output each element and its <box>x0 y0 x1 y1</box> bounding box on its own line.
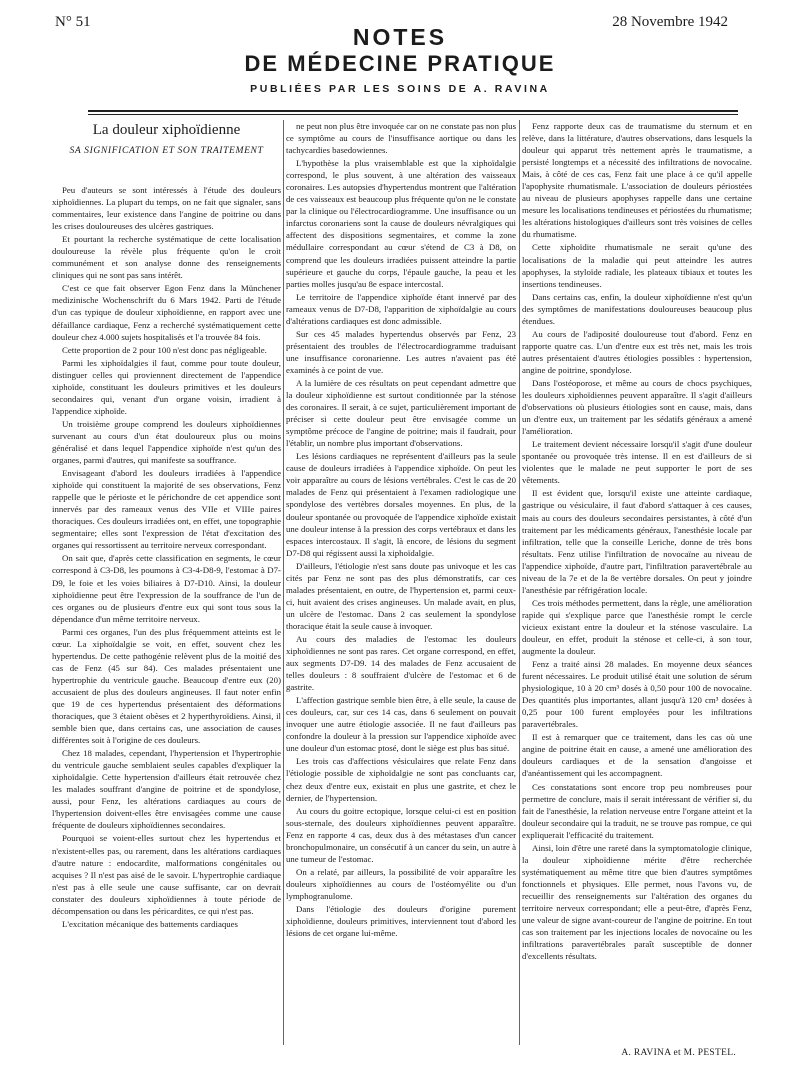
paragraph: A la lumière de ces résultats on peut cependant admettre que la douleur xiphoïdienne est surtout conditionnée par la sténose des coronaires. Il serait, à ce sujet, particulièrement important de préciser si cette douleur peut être envisagée comme un symptôme précoce de l'angine de poitrine; mais il faudrait, pour l'établir, un nombre plus important d'observations. <box>286 377 516 449</box>
paragraph: Le traitement devient nécessaire lorsqu'il s'agit d'une douleur spontanée ou provoquée très intense. Il en est d'ailleurs de si violentes que le malade ne peut supporter le port de ses vêtements. <box>522 439 752 486</box>
paragraph: Dans certains cas, enfin, la douleur xiphoïdienne n'est qu'un des symptômes de manifestations douloureuses beaucoup plus étendues. <box>522 291 752 326</box>
paragraph: Parmi ces organes, l'un des plus fréquemment atteints est le cœur. La xiphoïdalgie se voit, en effet, souvent chez les hypertendus. De cette pathogénie relèvent plus de la moitié des cas de Fenz (45 sur 84). Ces malades présentaient une hypertrophie du ventricule gauche. Beaucoup d'entre eux (20) accusaient de plus des douleurs angineuses. Il faut noter enfin que 19 de ces hypertendus présentaient des déformations thoraciques, que 3 étaient obèses et 2 hyperthyroïdiens. Ainsi, il semble bien que, dans certains cas, une association de causes différentes soit à l'origine de ces douleurs. <box>52 626 281 746</box>
paragraph: C'est ce que fait observer Egon Fenz dans la Münchener medizinische Wochenschrift du 6 Mars 1942. Parti de l'étude d'un cas typique de douleur xiphoïdienne, en rapport avec une défaillance cardiaque, Fenz a recherché systématiquement cette douleur chez 4.000 sujets hospitalisés et l'a trouvée 84 fois. <box>52 283 281 342</box>
paragraph: Au cours du goitre ectopique, lorsque celui-ci est en position sous-sternale, des douleurs xiphoïdiennes peuvent apparaître. Fenz en rapporte 4 cas, deux dus à des métastases d'un cancer bronchopulmonaire, un consécutif à un cancer du sein, un autre à une tumeur de l'estomac. <box>286 805 516 864</box>
article-column-2 <box>286 120 516 1045</box>
paragraph: Cette proportion de 2 pour 100 n'est donc pas négligeable. <box>62 344 267 355</box>
paragraph: Les lésions cardiaques ne représentent d'ailleurs pas la seule cause de douleurs irradiées à l'appendice xiphoïde. On peut les voir apparaître au cours de lésions vertébrales. C'est le cas de 20 malades de Fenz qui présentaient à l'examen radiologique une spondylose des vertèbres dorsales moyennes. En plus, de la douleur spontanée ou provoquée de l'appendice xiphoïde existait une douleur intense à la pression des corps vertébraux et dans les espaces intercostaux. Il s'agit, là encore, de lésions du segment D7-D8 qui régissent aussi la xiphoïdalgie. <box>286 451 516 558</box>
paragraph: Ces constatations sont encore trop peu nombreuses pour permettre de conclure, mais il serait intéressant de vérifier si, du fait de l'anesthésie, la relation nerveuse entre l'organe atteint et la douleur secondaire qui la traduit, ne se trouve pas rompue, ce qui expliquerait l'efficacité du traitement. <box>522 781 752 840</box>
paragraph: Chez 18 malades, cependant, l'hypertension et l'hypertrophie du ventricule gauche semblaient seules capables d'expliquer la xiphoïdalgie. Cette hypertension d'ailleurs était retrouvée chez les malades souffrant d'angine de poitrine et de spondylose, aussi, pour Fenz, les altérations cardiaques au cours de l'hypertension doivent-elles être envisagées comme une cause fréquente de douleurs xiphoïdiennes secondaires. <box>52 748 281 831</box>
masthead-publisher-line: PUBLIÉES PAR LES SOINS DE A. RAVINA <box>250 83 550 95</box>
paragraph: D'ailleurs, l'étiologie n'est sans doute pas univoque et les cas cités par Fenz ne sont pas des plus démonstratifs, car ces malades présentaient, en outre, de l'hypertension et, parmi ceux-ci, huit avaient des crises angineuses. Un malade avait, en plus, un ulcère de l'estomac. Dans 2 cas seulement la spondylose thoracique était la seule cause à invoquer. <box>286 560 516 631</box>
column-divider <box>519 120 520 1045</box>
paragraph: Il est évident que, lorsqu'il existe une atteinte cardiaque, gastrique ou vésiculaire, il faut d'abord s'attaquer à ces causes, mais au cours des douleurs secondaires persistantes, à côté d'un traitement par les médicaments généraux, l'anesthésie locale par infiltration, telle que la conseille Leriche, donne de très bons résultats. Fenz utilise l'infiltration de novocaïne au niveau de l'appendice xiphoïde, d'autre part, l'infiltration paravertébrale au niveau de la 7e et de la 8e vertèbre dorsales. On peut y joindre l'anesthésie par réfrigération locale. <box>522 488 752 595</box>
masthead-title-line1: NOTES <box>352 24 448 50</box>
paragraph: L'hypothèse la plus vraisemblable est que la xiphoïdalgie correspond, le plus souvent, à une altération des vaisseaux coronaires. Les autopsies d'hypertendus montrent que l'altération de ces vaisseaux est beaucoup plus fréquente qu'on ne le constate par la clinique ou l'électrocardiogramme. Une insuffisance ou un infarctus coronariens sont la cause de douleurs névralgiques qui affectent des dispositions segmentaires, et comme la zone médullaire correspondant au cœur s'étend de C3 à D8, on comprend que les douleurs irradiées puissent atteindre la partie supérieure et gauche du corps, l'épaule gauche, la peau et les parties molles jusqu'au 8e espace intercostal. <box>286 158 516 289</box>
header-rule-thin <box>88 114 738 115</box>
paragraph: Sur ces 45 malades hypertendus observés par Fenz, 23 présentaient des troubles de l'électrocardiogramme traduisant une insuffisance coronarienne. Les autres n'avaient pas été examinés à ce point de vue. <box>286 328 516 375</box>
paragraph: Fenz rapporte deux cas de traumatisme du sternum et en relève, dans la littérature, d'autres observations, dans lesquels la douleur qui apparut très nettement après le traumatisme, a persisté longtemps et a nécessité des infiltrations de novocaïne. Mais, à côté de ces cas, Fenz fait une place à ce qu'il appelle l'apophysite rhumatismale. L'association de douleurs périostées au niveau de plusieurs apophyses rappelle dans une certaine mesure les localisations tendineuses et périostées du rhumatisme; les altérations histologiques d'ailleurs sont très voisines de celles du rhumatisme. <box>522 121 752 240</box>
article-title: La douleur xiphoïdienne <box>92 122 241 138</box>
paragraph: Et pourtant la recherche systématique de cette localisation douloureuse la révèle plus fréquente qu'on le croit communément et son analyse donne des renseignements cliniques qui ne sont pas sans intérêt. <box>52 234 281 281</box>
paragraph: On a relaté, par ailleurs, la possibilité de voir apparaître les douleurs xiphoïdiennes au cours de l'ostéomyélite ou d'un lymphogranulome. <box>286 866 516 901</box>
paragraph: On sait que, d'après cette classification en segments, le cœur correspond à C3-D8, les poumons à C3-4-D8-9, l'estomac à D7-D9, le foie et les voies biliaires à D7-D10. Ainsi, la douleur xiphoïdienne peut être l'expression de la souffrance de l'un de ces organes ou de plusieurs d'entre eux qui sont tous sous la dépendance d'un même territoire nerveux. <box>52 553 281 624</box>
article-subtitle: SA SIGNIFICATION ET SON TRAITEMENT <box>69 145 264 156</box>
article-column-3 <box>522 120 752 1045</box>
masthead-title-line2: DE MÉDECINE PRATIQUE <box>244 51 556 76</box>
paragraph: Le territoire de l'appendice xiphoïde étant innervé par des rameaux venus de D7-D8, l'apparition de xiphoïdalgie au cours d'altérations cardiaques est donc admissible. <box>286 291 516 326</box>
paragraph: L'affection gastrique semble bien être, à elle seule, la cause de ces douleurs, car, sur ces 14 cas, dans 6 seulement on pouvait invoquer une autre étiologie associée. Il ne faut d'ailleurs pas confondre la douleur à la pression sur l'appendice xiphoïde avec une douleur d'un estomac ptosé, dont le siège est plus bas situé. <box>286 695 516 754</box>
paragraph: Peu d'auteurs se sont intéressés à l'étude des douleurs xiphoïdiennes. La plupart du temps, on ne fait que signaler, sans commentaires, leur existence dans l'angine de poitrine ou dans les crises douloureuses des ulcères gastriques. <box>52 185 281 232</box>
paragraph: Cette xiphoïdite rhumatismale ne serait qu'une des localisations de la maladie qui peut atteindre les autres apophyses, la styloïde radiale, les plateaux tibiaux et toutes les insertions tendineuses. <box>522 242 752 289</box>
paragraph: Au cours des maladies de l'estomac les douleurs xiphoïdiennes ne sont pas rares. Cet organe correspond, en effet, aux segments D7-D9. 14 des malades de Fenz accusaient de telles douleurs : 8 souffraient d'ulcère de l'estomac et 6 de gastrite. <box>286 633 516 693</box>
paragraph: Pourquoi se voient-elles surtout chez les hypertendus et n'existent-elles pas, ou rarement, dans les altérations cardiaques d'autre nature : endocardite, malformations congénitales ou acquises ? Il n'est pas aisé de le savoir. L'hypertrophie cardiaque n'est pas à elle seule une cause suffisante, car on devrait constater des douleurs xiphoïdiennes à toute période de décompensation ou dans les péricardites, ce qui n'est pas. <box>52 833 281 916</box>
paragraph: Au cours de l'adiposité douloureuse tout d'abord. Fenz en rapporte quatre cas. L'un d'entre eux est très net, mais les trois autres présentaient d'autres étiologies possibles : hypertension, angine de poitrine, spondylose. <box>522 328 752 375</box>
paragraph: L'excitation mécanique des battements cardiaques <box>62 918 238 929</box>
article-signature: A. RAVINA et M. PESTEL. <box>621 1048 736 1058</box>
paragraph: ne peut non plus être invoquée car on ne constate pas non plus ce symptôme au cours de l'insuffisance aortique ou dans les tachycardies basedowiennes. <box>286 121 516 156</box>
issue-date: 28 Novembre 1942 <box>612 14 728 30</box>
column-divider <box>283 120 284 1045</box>
paragraph: Un troisième groupe comprend les douleurs xiphoïdiennes survenant au cours d'un état douloureux plus ou moins généralisé et dans lequel l'appendice xiphoïde n'est qu'un des organes, parmi d'autres, qui manifeste sa souffrance. <box>52 418 281 466</box>
article-column-1 <box>52 120 281 1045</box>
header-rule-thick <box>88 110 738 112</box>
paragraph: Les trois cas d'affections vésiculaires que relate Fenz dans l'étiologie possible de xiphoïdalgie ne sont pas concluants car, chez deux d'entre eux, existait en plus une gastrite, et chez le dernier, de l'hypertension. <box>286 756 516 803</box>
paragraph: Il est à remarquer que ce traitement, dans les cas où une angine de poitrine était en cause, a amené une amélioration des douleurs cardiaques et de la sensation d'angoisse et d'anéantissement qui les accompagnent. <box>522 732 752 779</box>
paragraph: Ces trois méthodes permettent, dans la règle, une amélioration rapide qui s'explique parce que l'anesthésie rompt le cercle vicieux existant entre la douleur et la sténose vasculaire. La douleur, en effet, produit la sténose et celle-ci, à son tour, augmente la douleur. <box>522 597 752 657</box>
paragraph: Ainsi, loin d'être une rareté dans la symptomatologie clinique, la douleur xiphoïdienne mérite d'être recherchée systématiquement au même titre que bien d'autres symptômes fonctionnels et physiques. Elle permet, nous l'avons vu, de recueillir des renseignements sur l'altération des organes du territoire nerveux correspondant; elle a peut-être, d'après Fenz, une valeur de signe avant-coureur de l'angine de poitrine. En tout cas son traitement par les injections locales de novocaïne ou les infiltrations paravertébrales paraît susceptible de donner d'excellents résultats. <box>522 842 752 962</box>
paragraph: Fenz a traité ainsi 28 malades. En moyenne deux séances furent nécessaires. Le produit utilisé était une solution de sérum physiologique, 10 à 20 cm³ dosés à 0,50 pour 100 de novocaïne. Des quantités plus importantes, allant jusqu'à 120 cm³ dosées à 0,25 pour 100 furent employées pour les infiltrations paravertébrales. <box>522 659 752 730</box>
column-1-body <box>52 184 281 1044</box>
paragraph: Parmi les xiphoïdalgies il faut, comme pour toute douleur, distinguer celles qui proviennent directement de l'appendice xiphoïde, constituant les douleurs primitives et les douleurs secondaires qui, venant d'un organe voisin, irradient à l'appendice xiphoïde. <box>52 357 281 416</box>
paragraph: Dans l'étiologie des douleurs d'origine purement xiphoïdienne, douleurs primitives, interviennent tout d'abord les lésions de cet organe lui-même. <box>286 904 516 939</box>
issue-number: N° 51 <box>55 14 91 30</box>
paragraph: Dans l'ostéoporose, et même au cours de chocs psychiques, les douleurs xiphoïdiennes peuvent apparaître. Il s'agit d'ailleurs d'observations où plusieurs étiologies sont en cause, mais, dans un d'entre eux, un traitement par les sédatifs généraux a amené l'amélioration. <box>522 377 752 437</box>
paragraph: Envisageant d'abord les douleurs irradiées à l'appendice xiphoïde qui constituent la majorité de ses observations, Fenz rappelle que le périoste et le périchondre de cet appendice sont innervés par des rameaux venus des VIIe et VIIIe paires thoraciques. Ces douleurs irradiées ont, en effet, une topographie segmentaire; elles sont l'expression de l'état d'excitation des organes qui ressortissent au territoire nerveux correspondant. <box>52 468 281 551</box>
